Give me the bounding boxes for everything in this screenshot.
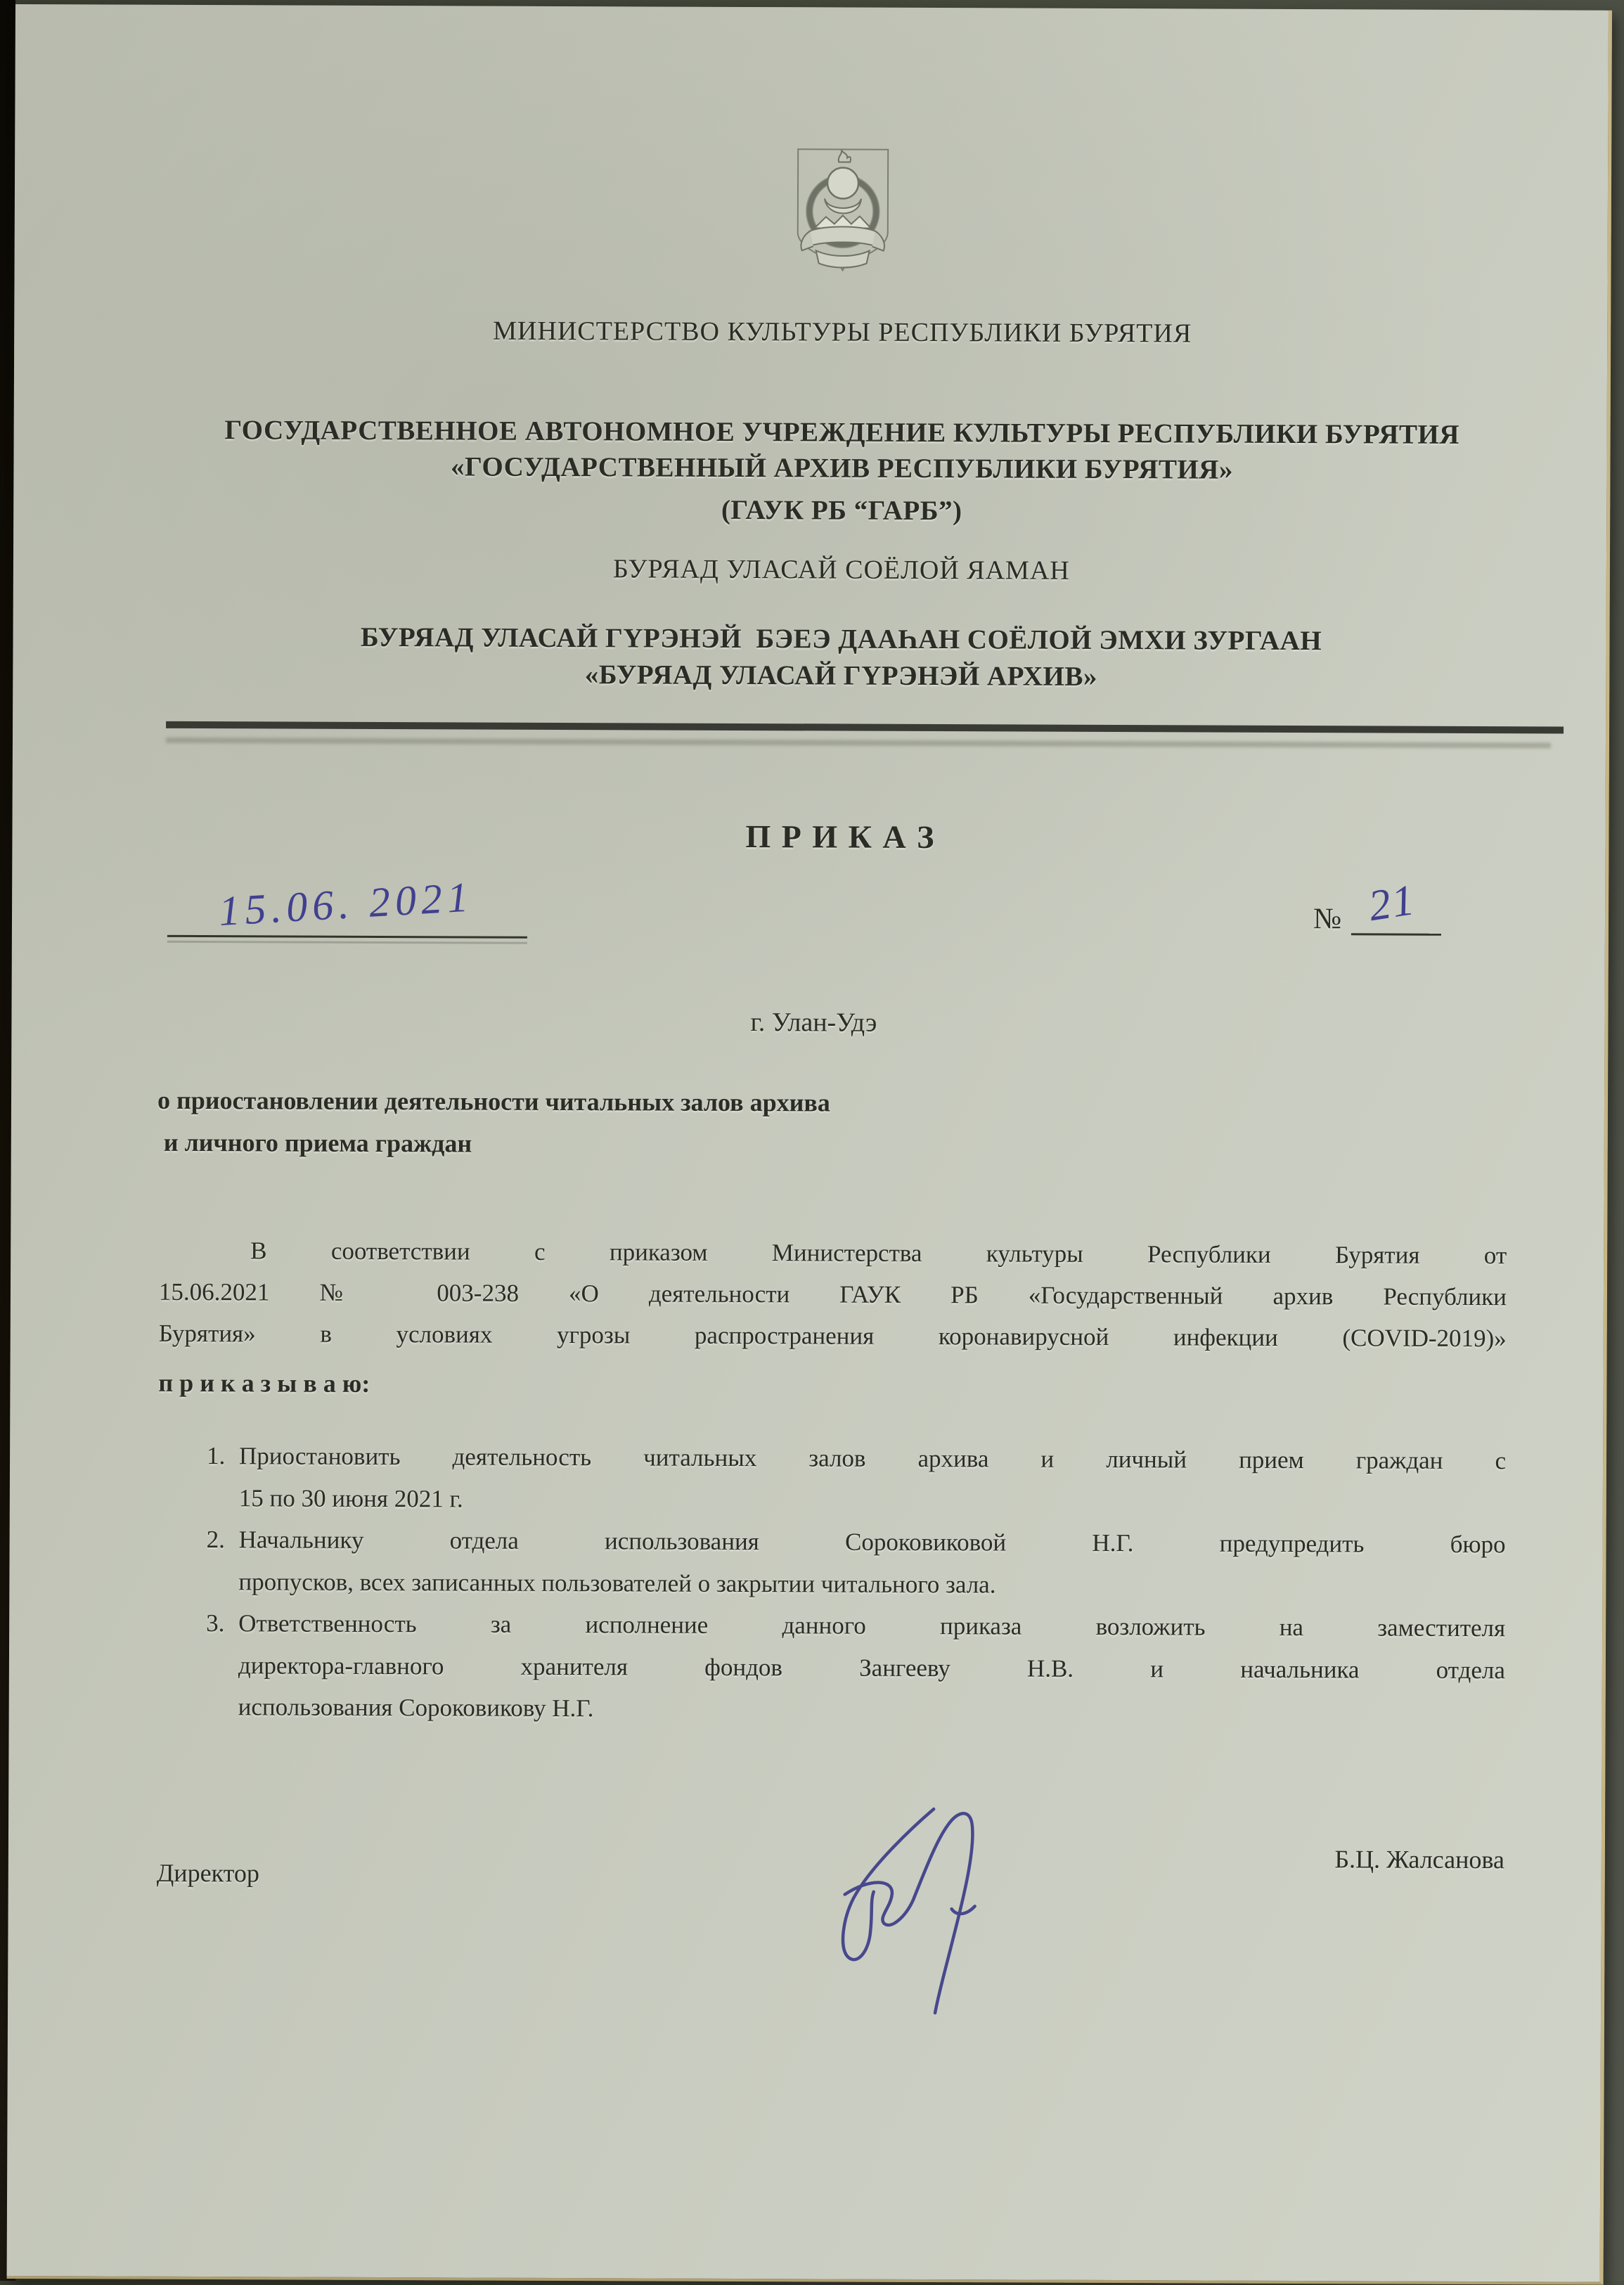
subject-line1: о приостановлении деятельности читальных залов архива bbox=[157, 1086, 830, 1117]
header-separator-rule bbox=[166, 721, 1564, 734]
list-number: 3. bbox=[206, 1609, 225, 1637]
number-sign: № bbox=[1313, 903, 1342, 936]
scanned-document-page bbox=[7, 4, 1612, 2285]
list-item-line: Начальнику отдела использования Сороковиковой Н.Г. предупредить бюро bbox=[238, 1526, 1506, 1559]
date-underline bbox=[167, 935, 527, 939]
list-item-line: использования Сороковикову Н.Г. bbox=[238, 1693, 594, 1723]
org-abbreviation: (ГАУК РБ “ГАРБ”) bbox=[721, 494, 962, 527]
intro-line: 15.06.2021 № 003-238 «О деятельности ГАУК РБ «Государственный архив Республики bbox=[158, 1277, 1507, 1311]
city-line: г. Улан-Удэ bbox=[750, 1008, 877, 1038]
list-item-line: 15 по 30 июня 2021 г. bbox=[238, 1483, 463, 1512]
intro-line: В соответствии с приказом Министерства культуры Республики Бурятия от bbox=[250, 1237, 1507, 1270]
buryat-ministry-title: БУРЯАД УЛАСАЙ СОЁЛОЙ ЯАМАН bbox=[612, 554, 1070, 586]
list-item-line: Ответственность за исполнение данного приказа возложить на заместителя bbox=[238, 1609, 1506, 1642]
order-items-list bbox=[206, 1435, 1507, 1732]
list-item-line: директора-главного хранителя фондов Зангееву Н.В. и начальника отдела bbox=[238, 1651, 1505, 1684]
org-name-line2: «ГОСУДАРСТВЕННЫЙ АРХИВ РЕСПУБЛИКИ БУРЯТИЯ» bbox=[450, 451, 1233, 485]
handwritten-date: 15.06. 2021 bbox=[217, 873, 475, 935]
header-separator-shadow bbox=[166, 738, 1551, 749]
list-number: 2. bbox=[206, 1526, 225, 1554]
subject-line2: и личного приема граждан bbox=[157, 1128, 472, 1158]
number-underline bbox=[1351, 933, 1441, 935]
date-underline-echo bbox=[167, 941, 527, 944]
buryat-org-name-line2: «БУРЯАД УЛАСАЙ ГҮРЭНЭЙ АРХИВ» bbox=[584, 659, 1097, 692]
signature-name: Б.Ц. Жалсанова bbox=[1334, 1845, 1504, 1874]
intro-line: Бурятия» в условиях угрозы распространения коронавирусной инфекции (COVID-2019)» bbox=[158, 1319, 1507, 1353]
handwritten-number: 21 bbox=[1365, 875, 1419, 931]
handwritten-signature-icon bbox=[808, 1801, 1040, 2020]
org-name-line1: ГОСУДАРСТВЕННОЕ АВТОНОМНОЕ УЧРЕЖДЕНИЕ КУЛЬТУРЫ РЕСПУБЛИКИ БУРЯТИЯ bbox=[224, 415, 1460, 450]
list-number: 1. bbox=[206, 1442, 226, 1470]
list-item-line: пропусков, всех записанных пользователей о закрытии читального зала. bbox=[238, 1567, 996, 1598]
signature-role: Директор bbox=[156, 1858, 259, 1888]
buryatia-coat-of-arms-icon bbox=[792, 146, 894, 282]
order-word: п р и к а з ы в а ю: bbox=[158, 1368, 370, 1398]
ministry-title: МИНИСТЕРСТВО КУЛЬТУРЫ РЕСПУБЛИКИ БУРЯТИЯ bbox=[493, 316, 1192, 349]
list-item-line: Приостановить деятельность читальных залов архива и личный прием граждан с bbox=[238, 1442, 1507, 1475]
buryat-org-name-line1: БУРЯАД УЛАСАЙ ГҮРЭНЭЙ БЭЕЭ ДААҺАН СОЁЛОЙ ЭМХИ ЗУРГААН bbox=[360, 622, 1322, 657]
document-type-title: П Р И К А З bbox=[745, 818, 936, 856]
intro-paragraph bbox=[158, 1230, 1507, 1409]
